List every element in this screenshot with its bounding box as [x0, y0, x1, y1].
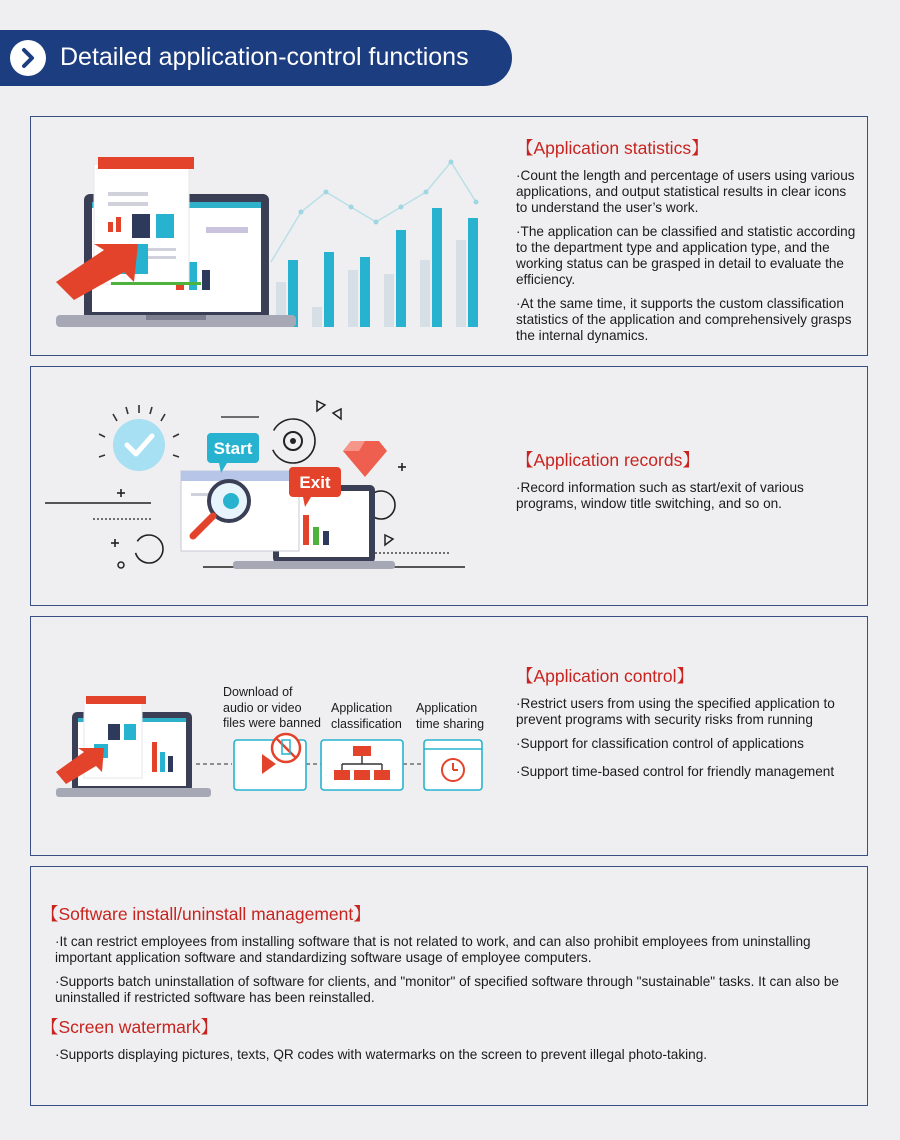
watermark-bullet: ·Supports displaying pictures, texts, QR codes with watermarks on the screen to prevent illegal photo-taking. — [55, 1047, 708, 1062]
start-bubble-label: Start — [213, 439, 253, 458]
records-bullet: ·Record information such as start/exit of various programs, window title switching, and so on. — [516, 480, 804, 511]
software-bullet: ·It can restrict employees from installing software that is not related to work, and can also prohibit employees from uninstalling important application software and standardizing software usage of employee computers. — [55, 934, 811, 965]
control-laptop-illustration — [56, 692, 216, 802]
control-bullet: ·Support for classification control of applications — [516, 736, 804, 751]
statistics-illustration — [56, 152, 486, 332]
flow-label-time-sharing: Application time sharing — [416, 701, 485, 731]
control-bullet: ·Support time-based control for friendly management — [516, 764, 835, 779]
software-heading: 【Software install/uninstall management】 — [41, 904, 371, 924]
control-flow-illustration — [196, 732, 496, 802]
control-heading: 【Application control】 — [516, 666, 694, 686]
control-bullet: ·Restrict users from using the specified application to prevent programs with security risks from running — [516, 696, 835, 727]
statistics-bullet: ·At the same time, it supports the custom classification statistics of the application and comprehensively grasps the internal dynamics. — [516, 296, 852, 343]
records-heading: 【Application records】 — [516, 450, 700, 470]
section-title-bar — [0, 30, 512, 86]
panel-application-records — [30, 366, 868, 606]
records-text — [516, 447, 861, 520]
chevron-right-icon — [10, 40, 46, 76]
statistics-bullet: ·The application can be classified and statistic according to the department type and application type, and the working status can be grasped in detail to evaluate the efficiency. — [516, 224, 856, 287]
exit-bubble-label: Exit — [299, 473, 331, 492]
watermark-heading: 【Screen watermark】 — [41, 1017, 218, 1037]
flow-label-download-banned: Download of audio or video files were banned — [223, 685, 321, 730]
software-text — [41, 901, 867, 1071]
control-text — [516, 663, 864, 788]
panel-software-watermark — [30, 866, 868, 1106]
software-bullet: ·Supports batch uninstallation of software for clients, and "monitor" of specified software through "sustainable" tasks. It can also be uninstalled if restricted software has been reinstalled. — [55, 974, 839, 1005]
statistics-heading: 【Application statistics】 — [516, 138, 709, 158]
statistics-text — [516, 135, 861, 352]
flow-label-classification: Application classification — [331, 701, 402, 731]
statistics-bullet: ·Count the length and percentage of users using various applications, and output statistical results in clear icons to understand the user’s work. — [516, 168, 855, 215]
panel-application-statistics — [30, 116, 868, 356]
page-title: Detailed application-control functions — [60, 43, 469, 71]
panel-application-control — [30, 616, 868, 856]
records-illustration — [41, 389, 471, 589]
